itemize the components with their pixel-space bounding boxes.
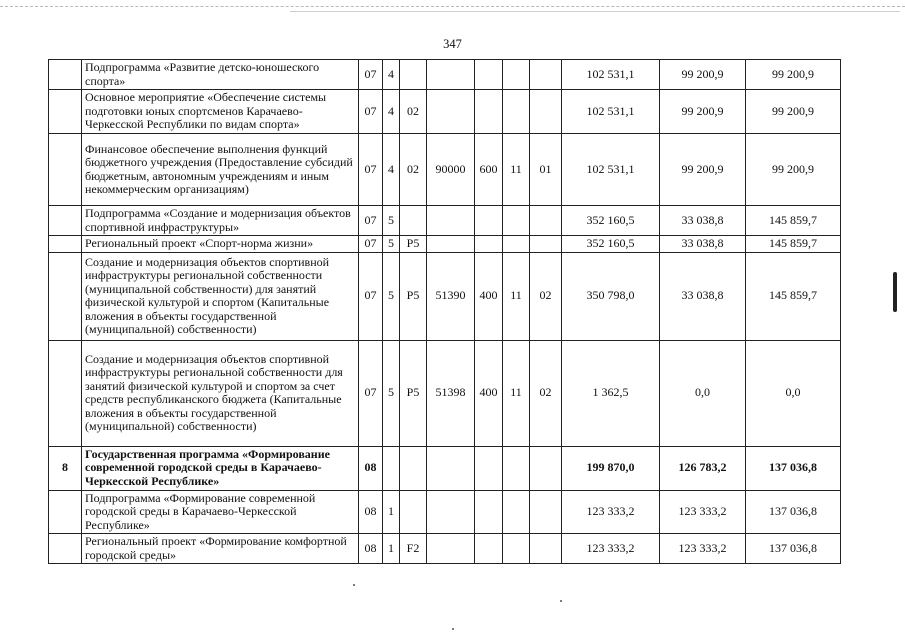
row-name-cell: Подпрограмма «Формирование современной городской среды в Карачаево-Черкесской Республике» [82,490,359,534]
amount-year2-cell: 123 333,2 [660,534,746,564]
program-code-cell: 07 [359,206,383,236]
expense-type-cell [475,60,503,90]
amount-year3-cell: 137 036,8 [746,446,841,490]
subsection-cell: 02 [530,340,562,446]
section-cell [503,490,530,534]
amount-year3-cell: 99 200,9 [746,90,841,134]
direction-code-cell: 90000 [427,134,475,206]
scan-speck [452,628,454,630]
subprogram-code-cell: 4 [383,134,400,206]
amount-year1-cell: 199 870,0 [562,446,660,490]
subsection-cell [530,90,562,134]
main-activity-code-cell: 02 [400,90,427,134]
scan-speck [560,600,562,602]
section-cell [503,90,530,134]
expense-type-cell [475,90,503,134]
row-name-cell: Создание и модернизация объектов спортивной инфраструктуры региональной собственности для занятий физической культурой и спортом за счет средств республиканского бюджета (Капитальные вложения в объекты государственной (муниципальной) собственности) [82,340,359,446]
subsection-cell [530,446,562,490]
expense-type-cell: 600 [475,134,503,206]
program-code-cell: 07 [359,252,383,340]
row-name-cell: Финансовое обеспечение выполнения функций бюджетного учреждения (Предоставление субсидий бюджетным, автономным учреждениям и иным некоммерческим организациям) [82,134,359,206]
section-cell [503,446,530,490]
expense-type-cell [475,490,503,534]
row-number-cell [49,340,82,446]
subprogram-code-cell: 5 [383,252,400,340]
table-row [49,534,841,564]
table-row [49,206,841,236]
row-name-cell: Подпрограмма «Развитие детско-юношеского спорта» [82,60,359,90]
amount-year2-cell: 0,0 [660,340,746,446]
row-name-cell: Создание и модернизация объектов спортивной инфраструктуры региональной собственности (муниципальной собственности) для занятий физической культурой и спортом (Капитальные вложения в объекты государственной (муниципальной) собственности) [82,252,359,340]
subsection-cell [530,206,562,236]
section-cell: 11 [503,340,530,446]
row-number-cell [49,206,82,236]
subprogram-code-cell: 4 [383,90,400,134]
main-activity-code-cell: P5 [400,340,427,446]
row-number-cell [49,490,82,534]
amount-year3-cell: 99 200,9 [746,60,841,90]
program-code-cell: 07 [359,90,383,134]
row-name-cell: Региональный проект «Формирование комфортной городской среды» [82,534,359,564]
subprogram-code-cell: 5 [383,206,400,236]
table-row [49,236,841,253]
table-row [49,134,841,206]
amount-year3-cell: 137 036,8 [746,490,841,534]
row-number-cell [49,90,82,134]
table-row [49,446,841,490]
main-activity-code-cell [400,60,427,90]
amount-year3-cell: 99 200,9 [746,134,841,206]
scan-mark [893,272,897,312]
subsection-cell [530,236,562,253]
subprogram-code-cell [383,446,400,490]
program-code-cell: 07 [359,236,383,253]
amount-year1-cell: 102 531,1 [562,134,660,206]
table-row [49,90,841,134]
section-cell [503,206,530,236]
direction-code-cell [427,90,475,134]
amount-year1-cell: 352 160,5 [562,206,660,236]
amount-year3-cell: 145 859,7 [746,252,841,340]
direction-code-cell [427,490,475,534]
amount-year3-cell: 145 859,7 [746,206,841,236]
table-row [49,490,841,534]
row-name-cell: Государственная программа «Формирование современной городской среды в Карачаево-Черкесской Республике» [82,446,359,490]
direction-code-cell [427,60,475,90]
section-cell [503,236,530,253]
subsection-cell [530,490,562,534]
subsection-cell: 01 [530,134,562,206]
direction-code-cell [427,446,475,490]
scan-edge-top [0,6,905,7]
subprogram-code-cell: 5 [383,340,400,446]
section-cell [503,60,530,90]
direction-code-cell [427,206,475,236]
budget-table [48,59,841,564]
row-number-cell [49,236,82,253]
row-name-cell: Подпрограмма «Создание и модернизация объектов спортивной инфраструктуры» [82,206,359,236]
program-code-cell: 07 [359,60,383,90]
program-code-cell: 08 [359,534,383,564]
amount-year2-cell: 33 038,8 [660,252,746,340]
direction-code-cell [427,534,475,564]
scan-edge-line [290,11,900,12]
main-activity-code-cell: F2 [400,534,427,564]
subsection-cell: 02 [530,252,562,340]
expense-type-cell [475,446,503,490]
expense-type-cell [475,236,503,253]
expense-type-cell [475,206,503,236]
amount-year1-cell: 123 333,2 [562,534,660,564]
program-code-cell: 08 [359,490,383,534]
direction-code-cell: 51398 [427,340,475,446]
table-row [49,252,841,340]
amount-year1-cell: 350 798,0 [562,252,660,340]
main-activity-code-cell [400,206,427,236]
section-cell: 11 [503,134,530,206]
amount-year2-cell: 99 200,9 [660,60,746,90]
row-name-cell: Основное мероприятие «Обеспечение системы подготовки юных спортсменов Карачаево-Черкесской Республики по видам спорта» [82,90,359,134]
row-name-cell: Региональный проект «Спорт-норма жизни» [82,236,359,253]
row-number-cell [49,134,82,206]
amount-year2-cell: 99 200,9 [660,90,746,134]
table-body [49,60,841,564]
table-row [49,60,841,90]
subprogram-code-cell: 1 [383,490,400,534]
page-number: 347 [443,37,462,51]
amount-year2-cell: 123 333,2 [660,490,746,534]
row-number-cell [49,534,82,564]
amount-year1-cell: 102 531,1 [562,60,660,90]
amount-year3-cell: 0,0 [746,340,841,446]
amount-year2-cell: 33 038,8 [660,236,746,253]
row-number-cell [49,252,82,340]
program-code-cell: 07 [359,340,383,446]
amount-year3-cell: 137 036,8 [746,534,841,564]
table-row [49,340,841,446]
section-cell: 11 [503,252,530,340]
section-cell [503,534,530,564]
amount-year2-cell: 99 200,9 [660,134,746,206]
row-number-cell: 8 [49,446,82,490]
expense-type-cell: 400 [475,252,503,340]
direction-code-cell [427,236,475,253]
expense-type-cell [475,534,503,564]
subprogram-code-cell: 5 [383,236,400,253]
main-activity-code-cell: 02 [400,134,427,206]
subprogram-code-cell: 4 [383,60,400,90]
direction-code-cell: 51390 [427,252,475,340]
main-activity-code-cell [400,490,427,534]
expense-type-cell: 400 [475,340,503,446]
main-activity-code-cell: P5 [400,252,427,340]
amount-year1-cell: 102 531,1 [562,90,660,134]
scan-speck [353,584,355,586]
main-activity-code-cell: P5 [400,236,427,253]
main-activity-code-cell [400,446,427,490]
amount-year2-cell: 126 783,2 [660,446,746,490]
amount-year2-cell: 33 038,8 [660,206,746,236]
amount-year1-cell: 352 160,5 [562,236,660,253]
subprogram-code-cell: 1 [383,534,400,564]
amount-year3-cell: 145 859,7 [746,236,841,253]
subsection-cell [530,534,562,564]
program-code-cell: 07 [359,134,383,206]
program-code-cell: 08 [359,446,383,490]
amount-year1-cell: 1 362,5 [562,340,660,446]
row-number-cell [49,60,82,90]
amount-year1-cell: 123 333,2 [562,490,660,534]
subsection-cell [530,60,562,90]
